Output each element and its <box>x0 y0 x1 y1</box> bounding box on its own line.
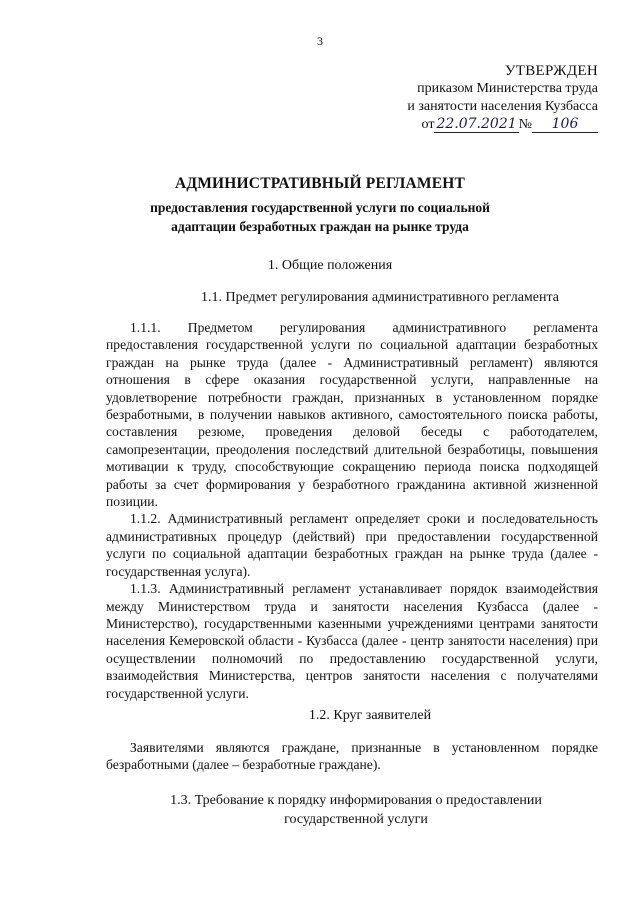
paragraph-1-1-3: 1.1.3. Административный регламент устанавливает порядок взаимодействия между Министерством труда и занятости населения Кузбасса (далее - Министерство), государственными казенными учреждениями центрами занятости населения Кемеровской области - Кузбасса (далее - центр занятости населения) при осуществлении полномочий по предоставлению государственной услуги, взаимодействия Министерства, центров занятости населения с получателями государственной услуги. <box>106 581 598 701</box>
paragraph-1-1-2: 1.1.2. Административный регламент определяет сроки и последовательность административных процедур (действий) при предоставлении государственной услуги по социальной адаптации безработных граждан на рынке труда (далее - государственная услуга). <box>106 511 598 579</box>
approval-date-line <box>358 116 598 134</box>
section-1-3-heading-line-1: 1.3. Требование к порядку информирования о предоставлении <box>170 793 542 808</box>
section-1-2-body <box>106 739 598 774</box>
approval-block <box>358 62 598 134</box>
paragraph-1-1-1: 1.1.1. Предметом регулирования административного регламента предоставления государственной услуги по социальной адаптации безработных граждан на рынке труда (далее - Административный регламент) являются отношения в сфере оказания государственной услуги, направленные на удовлетворение потребности граждан, признанных в установленном порядке безработными, в получении навыков активного, самостоятельного поиска работы, составления резюме, проведения деловой беседы с работодателем, самопрезентации, преодоления последствий длительной безработицы, повышения мотивации к труду, способствующие сокращению периода поиска подходящей работы за счет формирования у безработного гражданина активной жизненной позиции. <box>106 320 598 510</box>
document-title: АДМИНИСТРАТИВНЫЙ РЕГЛАМЕНТ <box>174 175 466 192</box>
document-title-block <box>0 174 640 236</box>
document-subtitle-text: предоставления государственной услуги по социальной адаптации безработных граждан на рынке труда <box>150 200 490 234</box>
section-1-1-body <box>106 319 598 702</box>
handwritten-number: 106 <box>532 116 598 133</box>
handwritten-date: 22.07.2021 <box>436 116 517 132</box>
document-subtitle <box>0 198 640 236</box>
section-1-heading: 1. Общие положения <box>267 258 393 273</box>
number-prefix: № <box>518 117 532 132</box>
page-number: 3 <box>317 34 323 48</box>
section-1-3-heading-line-2: государственной услуги <box>284 812 428 827</box>
paragraph-1-2: Заявителями являются граждане, признанные в установленном порядке безработными (далее – безработные граждане). <box>106 740 598 773</box>
approval-title: УТВЕРЖДЕН <box>504 63 598 79</box>
approval-line-2: и занятости населения Кузбасса <box>407 99 598 114</box>
section-1-1-heading: 1.1. Предмет регулирования административного регламента <box>201 290 559 305</box>
section-1-3-heading <box>86 791 626 829</box>
approval-line-1: приказом Министерства труда <box>417 81 598 96</box>
section-1-2-heading: 1.2. Круг заявителей <box>308 708 432 723</box>
date-prefix: от <box>421 117 435 132</box>
